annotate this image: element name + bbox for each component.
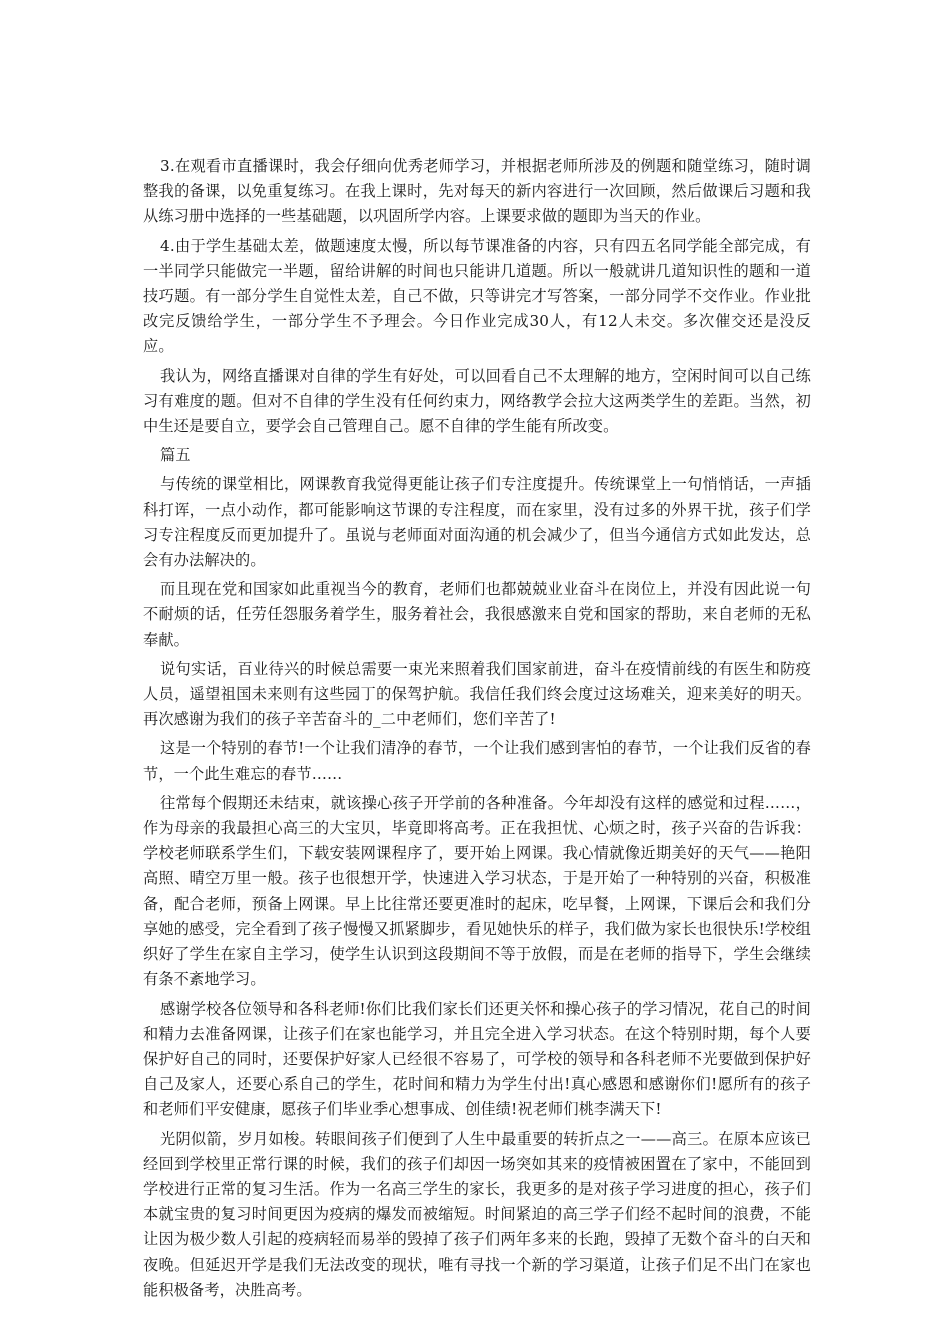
paragraph-gratitude-nation: 而且现在党和国家如此重视当今的教育，老师们也都兢兢业业奋斗在岗位上，并没有因此说一句不耐烦的话，任劳任怨服务着学生，服务着社会，我很感激来自党和国家的帮助，来自老师的无私奉献。 (143, 580, 811, 649)
paragraph-item-4: 4.由于学生基础太差，做题速度太慢，所以每节课准备的内容，只有四五名同学能全部完成，有一半同学只能做完一半题，留给讲解的时间也只能讲几道题。所以一般就讲几道知识性的题和一道技巧题。有一部分学生自觉性太差，自己不做，只等讲完才写答案，一部分同学不交作业。作业批改完反馈给学生，一部分学生不予理会。今日作业完成30人，有12人未交。多次催交还是没反应。 (143, 236, 811, 356)
paragraph-mother-story: 往常每个假期还未结束，就该操心孩子开学前的各种准备。今年却没有这样的感觉和过程……，作为母亲的我最担心高三的大宝贝，毕竟即将高考。正在我担忧、心烦之时，孩子兴奋的告诉我：学校老师联系学生们，下载安装网课程序了，要开始上网课。我心情就像近期美好的天气——艳阳高照、晴空万里一般。孩子也很想开学，快速进入学习状态，于是开始了一种特别的兴奋，积极准备，配合老师，预备上网课。早上比往常还要更准时的起床，吃早餐，上网课，下课后会和我们分享她的感受，完全看到了孩子慢慢又抓紧脚步，看见她快乐的样子，我们做为家长也很快乐!学校组织好了学生在家自主学习，使学生认识到这段期间不等于放假，而是在老师的指导下，学生会继续有条不紊地学习。 (143, 793, 811, 989)
paragraph-senior-year: 光阴似箭，岁月如梭。转眼间孩子们便到了人生中最重要的转折点之一——高三。在原本应该已经回到学校里正常行课的时候，我们的孩子们却因一场突如其来的疫情被困置在了家中，不能回到学校进行正常的复习生活。作为一名高三学生的家长，我更多的是对孩子学习进度的担心，孩子们本就宝贵的复习时间更因为疫病的爆发而被缩短。时间紧迫的高三学子们经不起时间的浪费，不能让因为极少数人引起的疫病轻而易举的毁掉了孩子们两年多来的长跑，毁掉了无数个奋斗的白天和夜晚。但延迟开学是我们无法改变的现状，唯有寻找一个新的学习渠道，让孩子们足不出门在家也能积极备考，决胜高考。 (143, 1129, 811, 1299)
paragraph-thanks-teachers: 感谢学校各位领导和各科老师!你们比我们家长们还更关怀和操心孩子的学习情况，花自己的时间和精力去准备网课，让孩子们在家也能学习，并且完全进入学习状态。在这个特别时期，每个人要保护好自己的同时，还要保护好家人已经很不容易了，可学校的领导和各科老师不光要做到保护好自己及家人，还要心系自己的学生，花时间和精力为学生付出!真心感恩和感谢你们!愿所有的孩子和老师们平安健康，愿孩子们毕业季心想事成、创佳绩!祝老师们桃李满天下! (143, 999, 811, 1119)
paragraph-item-3: 3.在观看市直播课时，我会仔细向优秀老师学习，并根据老师所涉及的例题和随堂练习，随时调整我的备课，以免重复练习。在我上课时，先对每天的新内容进行一次回顾，然后做课后习题和我从练习册中选择的一些基础题，以巩固所学内容。上课要求做的题即为当天的作业。 (143, 157, 811, 226)
paragraph-opinion: 我认为，网络直播课对自律的学生有好处，可以回看自己不太理解的地方，空闲时间可以自己练习有难度的题。但对不自律的学生没有任何约束力，网络教学会拉大这两类学生的差距。当然，初中生还是要自立，要学会自己管理自己。愿不自律的学生能有所改变。 (143, 366, 811, 436)
document-body (143, 154, 811, 1307)
paragraph-spring-festival: 这是一个特别的春节!一个让我们清净的春节，一个让我们感到害怕的春节，一个让我们反省的春节，一个此生难忘的春节…… (143, 739, 811, 783)
paragraph-frontline: 说句实话，百业待兴的时候总需要一束光来照着我们国家前进，奋斗在疫情前线的有医生和防疫人员，遥望祖国未来则有这些园丁的保驾护航。我信任我们终会度过这场难关，迎来美好的明天。再次感谢为我们的孩子辛苦奋斗的_二中老师们，您们辛苦了! (143, 659, 811, 729)
section-heading: 篇五 (160, 446, 191, 465)
paragraph-online-class-focus: 与传统的课堂相比，网课教育我觉得更能让孩子们专注度提升。传统课堂上一句悄悄话，一声插科打诨，一点小动作，都可能影响这节课的专注程度，而在家里，没有过多的外界干扰，孩子们学习专注程度反而更加提升了。虽说与老师面对面沟通的机会减少了，但当今通信方式如此发达，总会有办法解决的。 (143, 475, 811, 570)
